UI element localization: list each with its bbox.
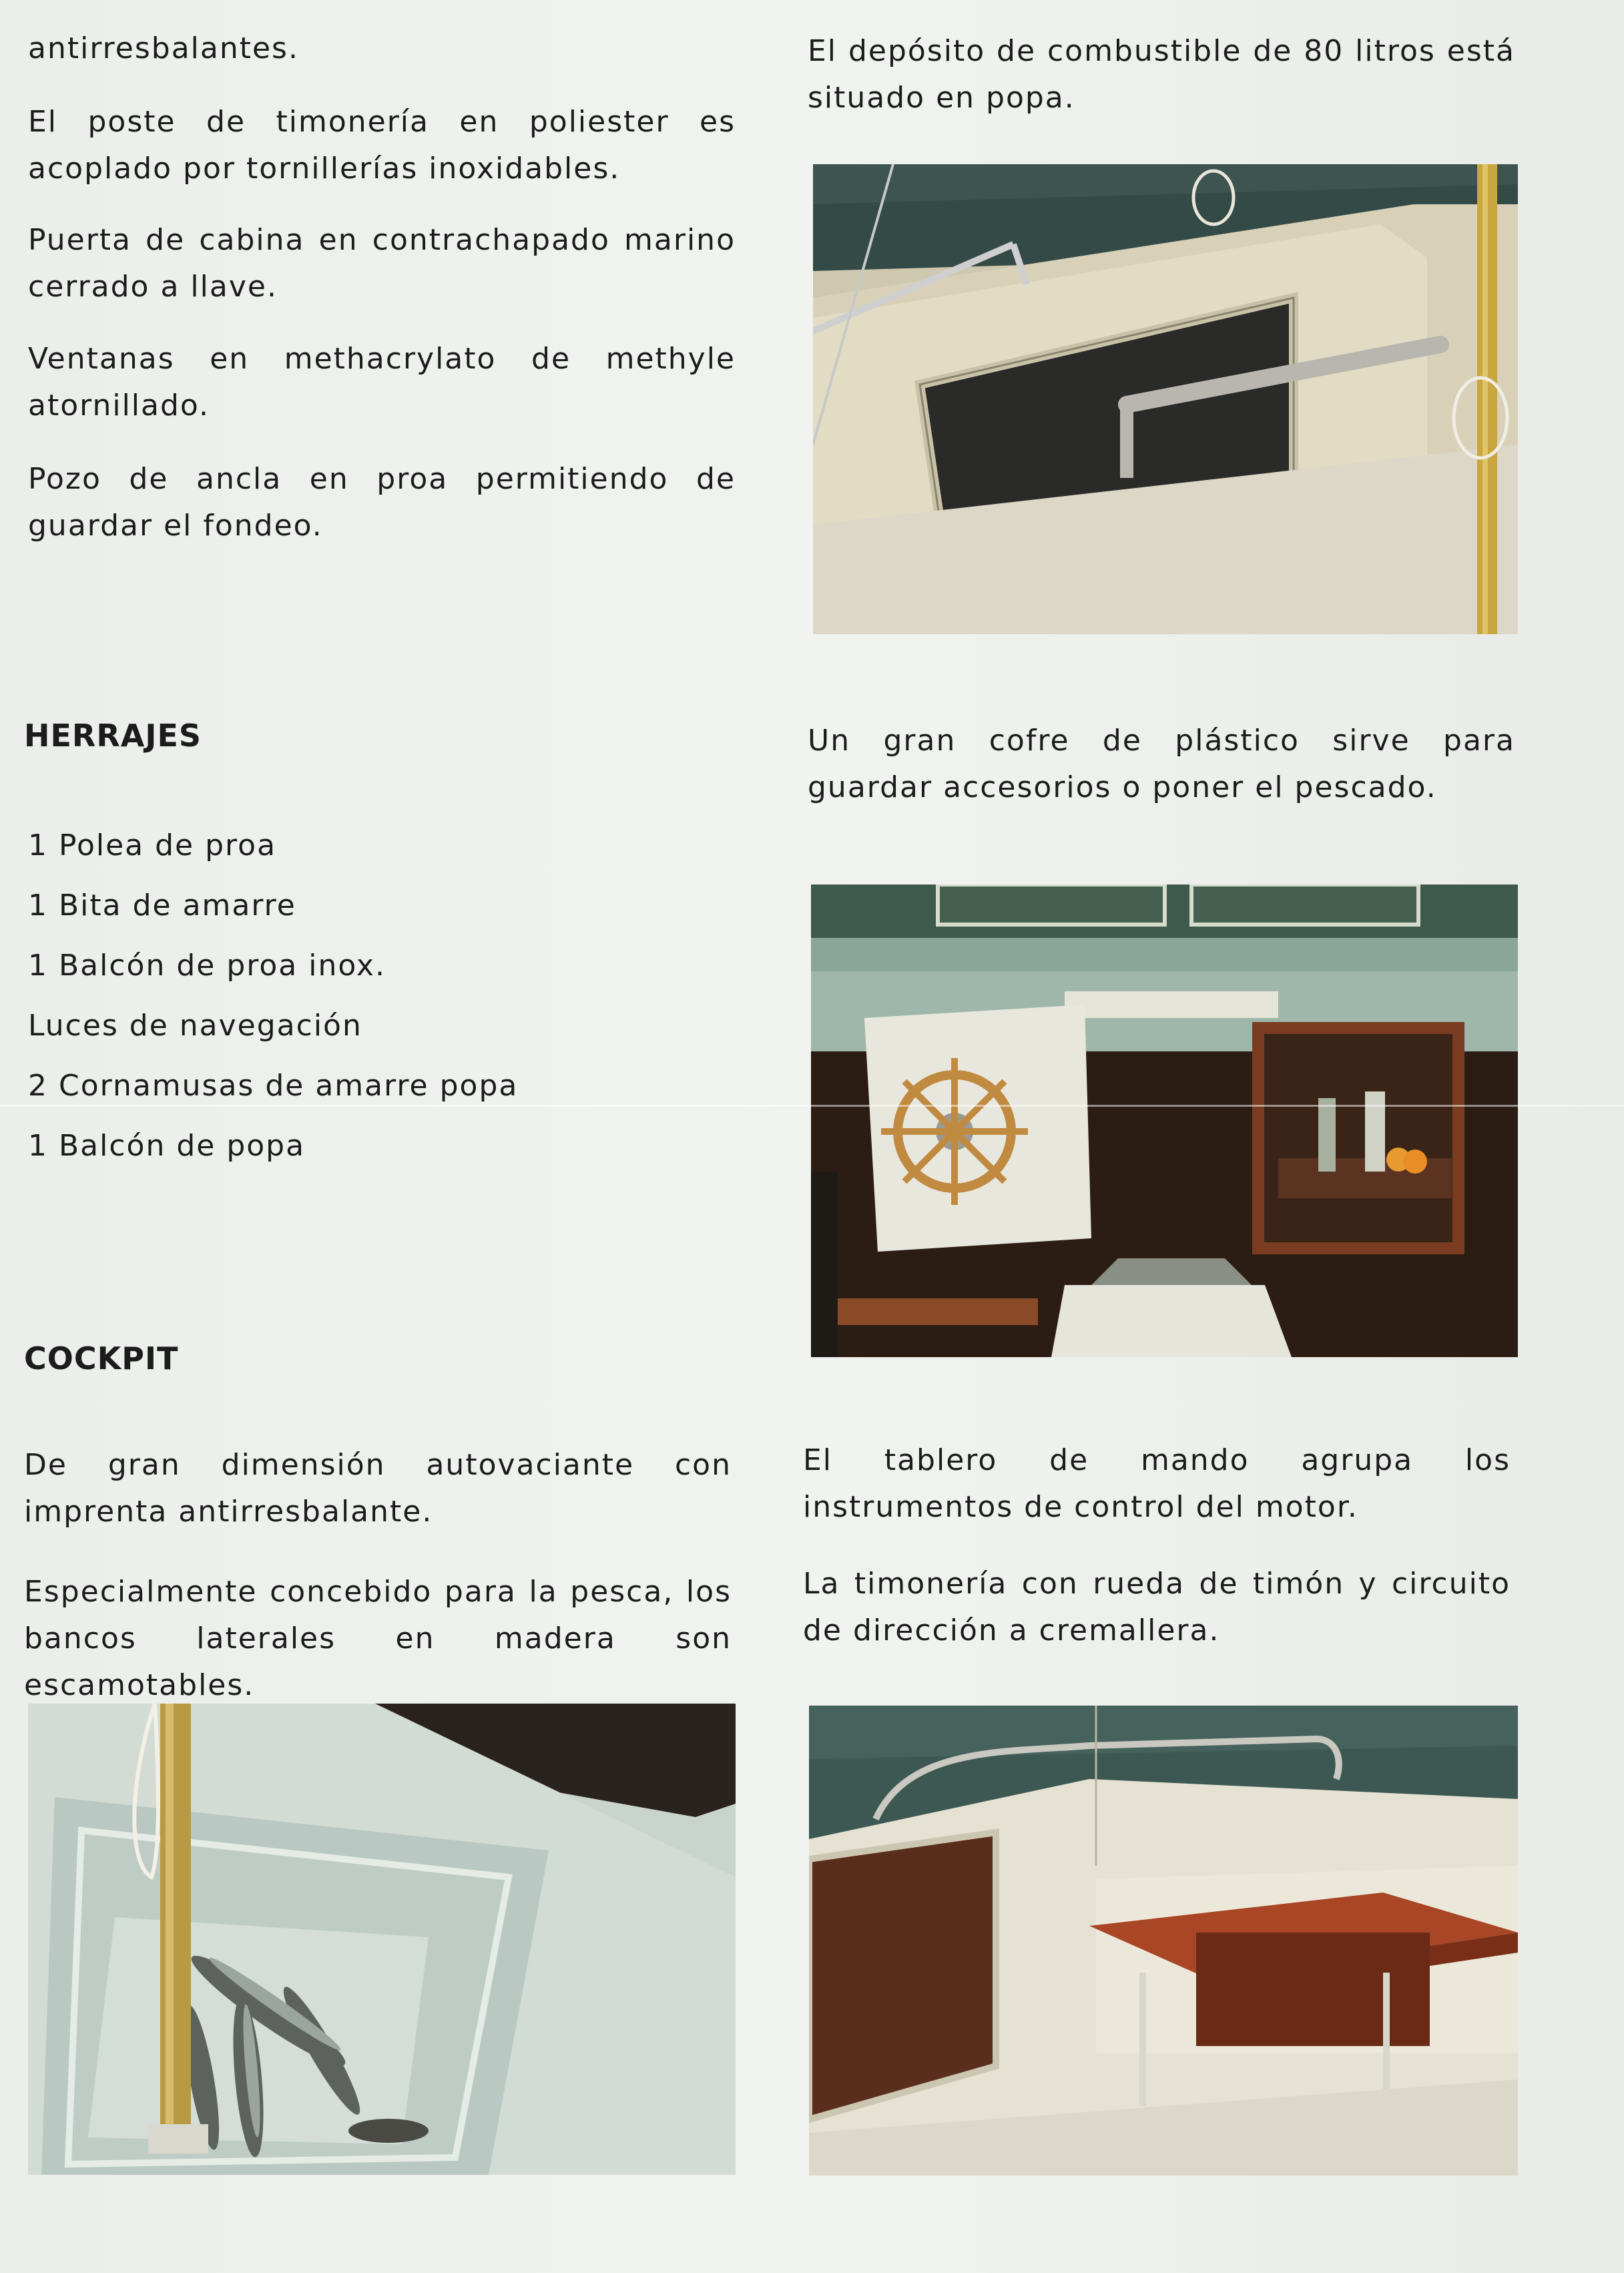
cockpit-paragraph-dimension: De gran dimensión autovaciante con imprenta antirresbalante. [24, 1448, 732, 1529]
herrajes-item: 1 Balcón de proa inox. [28, 949, 386, 983]
herrajes-item: 2 Cornamusas de amarre popa [28, 1069, 519, 1103]
left-paragraph-antirresbalantes: antirresbalantes. [28, 31, 299, 65]
heading-herrajes: HERRAJES [24, 718, 202, 754]
photo-cabin-helm [811, 885, 1518, 1357]
paper-crease [0, 1105, 1624, 1107]
left-paragraph-poste-timoneria: El poste de timonería en poliester es acoplado por tornillerías inoxidables. [28, 105, 736, 186]
right-paragraph-tablero: El tablero de mando agrupa los instrumentos de control del motor. [803, 1443, 1511, 1524]
photo-stern-fuel-tank [813, 164, 1518, 634]
left-paragraph-ventanas: Ventanas en methacrylato de methyle atornillado. [28, 342, 736, 423]
herrajes-item: 1 Balcón de popa [28, 1129, 306, 1163]
herrajes-item: 1 Bita de amarre [28, 889, 296, 923]
herrajes-item: Luces de navegación [28, 1009, 362, 1043]
herrajes-item: 1 Polea de proa [28, 828, 277, 862]
left-paragraph-puerta-cabina: Puerta de cabina en contrachapado marino cerrado a llave. [28, 223, 736, 304]
right-paragraph-timoneria: La timonería con rueda de timón y circuito de dirección a cremallera. [803, 1567, 1511, 1648]
photo-cockpit-bench [809, 1706, 1518, 2176]
right-paragraph-cofre: Un gran cofre de plástico sirve para guardar accesorios o poner el pescado. [808, 724, 1515, 804]
photo-fish-locker [28, 1704, 736, 2175]
cockpit-paragraph-pesca: Especialmente concebido para la pesca, los bancos laterales en madera son escamotables. [24, 1575, 732, 1702]
heading-cockpit: COCKPIT [24, 1340, 179, 1376]
left-paragraph-pozo-ancla: Pozo de ancla en proa permitiendo de guardar el fondeo. [28, 462, 736, 543]
right-paragraph-deposito: El depósito de combustible de 80 litros está situado en popa. [808, 34, 1515, 115]
